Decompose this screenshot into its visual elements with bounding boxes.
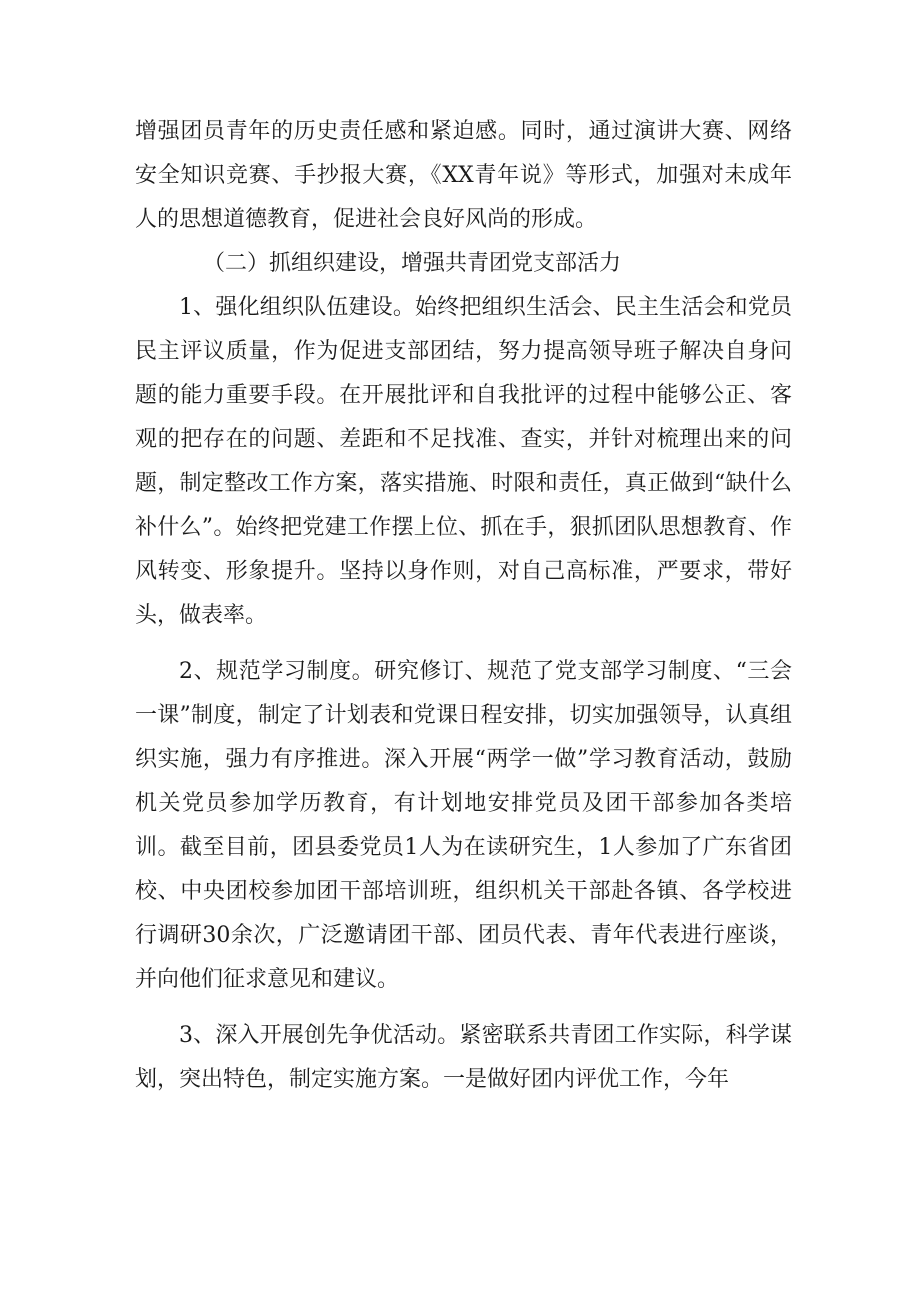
paragraph-organization-team: 1、强化组织队伍建设。始终把组织生活会、民主生活会和党员民主评议质量，作为促进支部团结，努力提高领导班子解决自身问题的能力重要手段。在开展批评和自我批评的过程中能够公正、客观的把存在的问题、差距和不足找准、查实，并针对梳理出来的问题，制定整改工作方案，落实措施、时限和责任，真正做到“缺什么补什么”。始终把党建工作摆上位、抓在手，狠抓团队思想教育、作风转变、形象提升。坚持以身作则，对自己高标准，严要求，带好头，做表率。 [135, 295, 792, 628]
section-heading: （二）抓组织建设，增强共青团党支部活力 [203, 251, 622, 276]
paragraph-study-system: 2、规范学习制度。研究修订、规范了党支部学习制度、“三会一课”制度，制定了计划表和党课日程安排，切实加强领导，认真组织实施，强力有序推进。深入开展“两学一做”学习教育活动，鼓励机关党员参加学历教育，有计划地安排党员及团干部参加各类培训。截至目前，团县委党员1人为在读研究生，1人参加了广东省团校、中央团校参加团干部培训班，组织机关干部赴各镇、各学校进行调研30余次，广泛邀请团干部、团员代表、青年代表进行座谈，并向他们征求意见和建议。 [135, 659, 792, 992]
paragraph-excellence-activity: 3、深入开展创先争优活动。紧密联系共青团工作实际，科学谋划，突出特色，制定实施方案。一是做好团内评优工作，今年 [135, 1023, 792, 1092]
paragraph-spacer [135, 638, 792, 650]
document-body [135, 110, 792, 1102]
paragraph-continuation: 增强团员青年的历史责任感和紧迫感。同时，通过演讲大赛、网络安全知识竞赛、手抄报大赛，《XX青年说》等形式，加强对未成年人的思想道德教育，促进社会良好风尚的形成。 [135, 119, 792, 232]
paragraph-spacer [135, 1002, 792, 1014]
